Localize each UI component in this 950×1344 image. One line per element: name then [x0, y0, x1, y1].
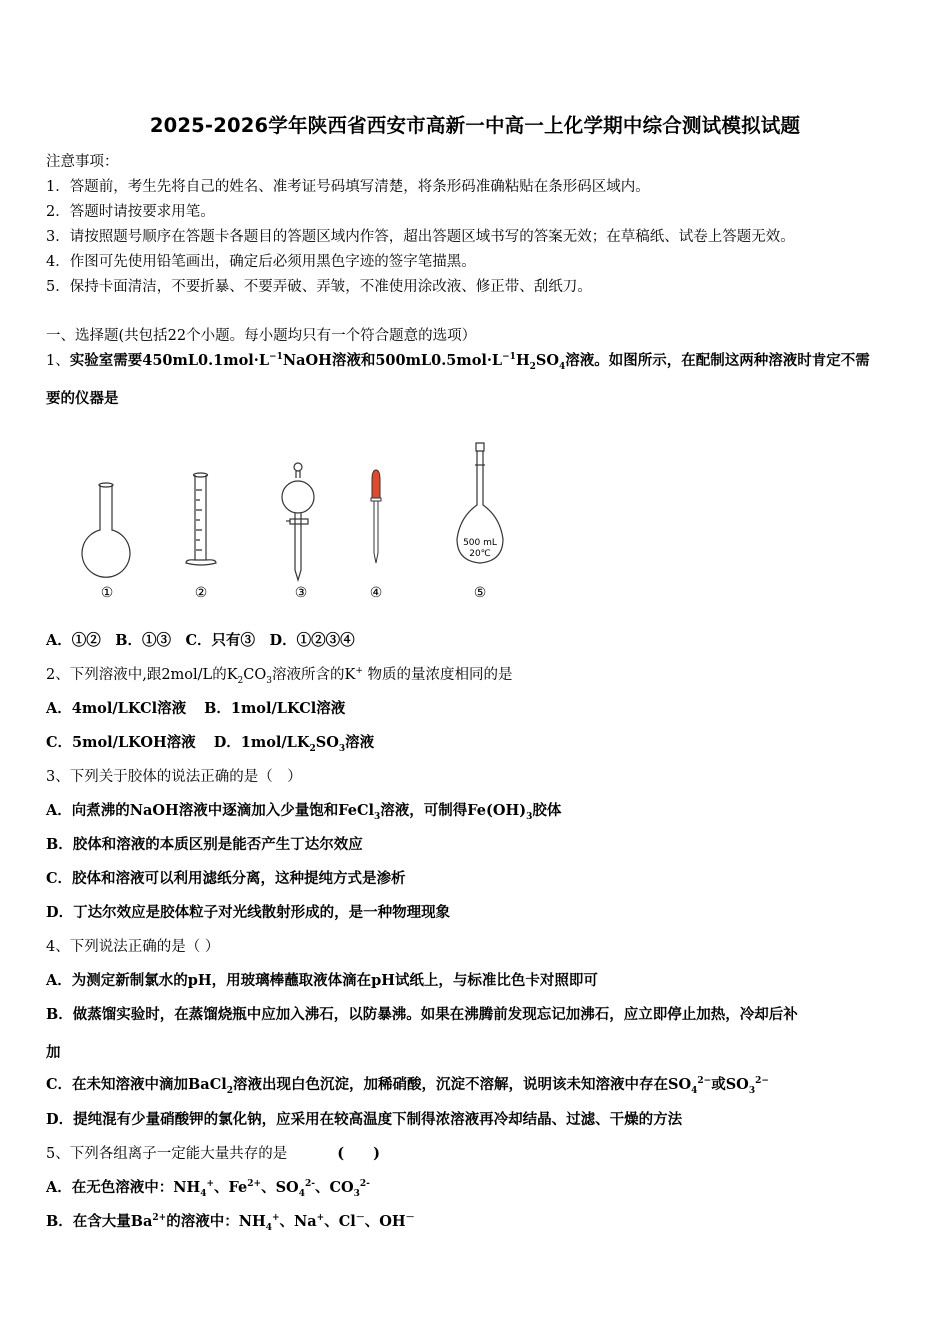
notice-item-5: 5．保持卡面清洁，不要折暴、不要弄破、弄皱，不准使用涂改液、修正带、刮纸刀。 [46, 279, 592, 295]
question-3-option-a: A．向煮沸的NaOH溶液中逐滴加入少量饱和FeCl$_3$溶液，可制得$Fe(OH)_3$胶体 [46, 802, 562, 822]
question-2-stem: 2、下列溶液中,跟2mol/L的$K_2CO_3$溶液所含的K+ 物质的量浓度相同的是 [46, 666, 513, 686]
question-4-option-d: D．提纯混有少量硝酸钾的氯化钠，应采用在较高温度下制得浓溶液再冷却结晶、过滤、干燥的方法 [46, 1111, 683, 1128]
notice-item-4: 4．作图可先使用铅笔画出，确定后必须用黑色字迹的签字笔描黑。 [46, 254, 476, 270]
question-1-stem-cont: 要的仪器是 [46, 390, 119, 407]
round-flask-icon [82, 483, 130, 577]
apparatus-label-4: ④ [369, 585, 383, 601]
dropper-icon [371, 470, 381, 563]
apparatus-figure [60, 435, 540, 610]
section-heading: 一、选择题(共包括22个小题。每小题均只有一个符合题意的选项） [46, 328, 477, 344]
question-2-options-ab: A．4mol/LKCl溶液 B．1mol/LKCl溶液 [46, 700, 346, 717]
question-3-option-b: B．胶体和溶液的本质区别是能否产生丁达尔效应 [46, 836, 363, 853]
separatory-funnel-icon [282, 463, 314, 580]
apparatus-drawing [60, 435, 540, 610]
question-4-stem: 4、下列说法正确的是（ ） [46, 939, 220, 955]
notice-item-2: 2．答题时请按要求用笔。 [46, 204, 215, 220]
question-3-option-d: D．丁达尔效应是胶体粒子对光线散射形成的，是一种物理现象 [46, 904, 451, 921]
apparatus-label-5: ⑤ [473, 585, 487, 601]
question-5-option-b: B．在含大量$Ba^{2+}$的溶液中：$NH_4^+$、Na+、Cl－、OH－ [46, 1213, 415, 1233]
question-1-options: A．①② B．①③ C．只有③ D．①②③④ [46, 632, 355, 649]
page-title: 2025-2026学年陕西省西安市高新一中高一上化学期中综合测试模拟试题 [149, 114, 801, 137]
notice-heading: 注意事项： [46, 154, 119, 170]
question-3-stem: 3、下列关于胶体的说法正确的是（ ） [46, 769, 302, 785]
graduated-cylinder-icon [186, 473, 216, 565]
notice-item-3: 3．请按照题号顺序在答题卡各题目的答题区域内作答，超出答题区域书写的答案无效；在草稿纸、试卷上答题无效。 [46, 229, 795, 245]
apparatus-label-3: ③ [294, 585, 308, 601]
question-1-stem: 1、实验室需要$450mL0.1mol\cdot L^{-1}NaOH$溶液和$500mL0.5mol\cdot L^{-1}H_2SO_4$溶液。如图所示，在配制这两种溶液时肯定不需 [46, 352, 870, 372]
apparatus-label-2: ② [194, 585, 208, 601]
question-4-option-c: C．在未知溶液中滴加BaCl$_2$溶液出现白色沉淀，加稀硝酸，沉淀不溶解，说明该未知溶液中存在$SO_4^{2-}$或$SO_3^{2-}$ [46, 1076, 769, 1096]
question-3-option-c: C．胶体和溶液可以利用滤纸分离，这种提纯方式是渗析 [46, 870, 406, 887]
question-4-option-b-cont: 加 [46, 1044, 61, 1061]
notice-item-1: 1．答题前，考生先将自己的姓名、准考证号码填写清楚，将条形码准确粘贴在条形码区域内。 [46, 179, 650, 195]
question-2-options-cd: C．5mol/LKOH溶液 D．$1mol/LK_2SO_3$溶液 [46, 734, 375, 754]
apparatus-label-1: ① [100, 585, 114, 601]
question-5-option-a: A．在无色溶液中：$NH_4^+$、$Fe^{2+}$、$SO_4^{2-}$、$CO_3^{2-}$ [46, 1179, 370, 1199]
flask-temp-label: 20℃ [469, 549, 491, 559]
question-5-stem: 5、下列各组离子一定能大量共存的是 ( ) [46, 1145, 380, 1162]
question-4-option-b: B．做蒸馏实验时，在蒸馏烧瓶中应加入沸石，以防暴沸。如果在沸腾前发现忘记加沸石，应立即停止加热，冷却后补 [46, 1006, 798, 1023]
question-4-option-a: A．为测定新制氯水的pH，用玻璃棒蘸取液体滴在pH试纸上，与标准比色卡对照即可 [46, 972, 598, 989]
flask-volume-label: 500 mL [463, 538, 497, 548]
